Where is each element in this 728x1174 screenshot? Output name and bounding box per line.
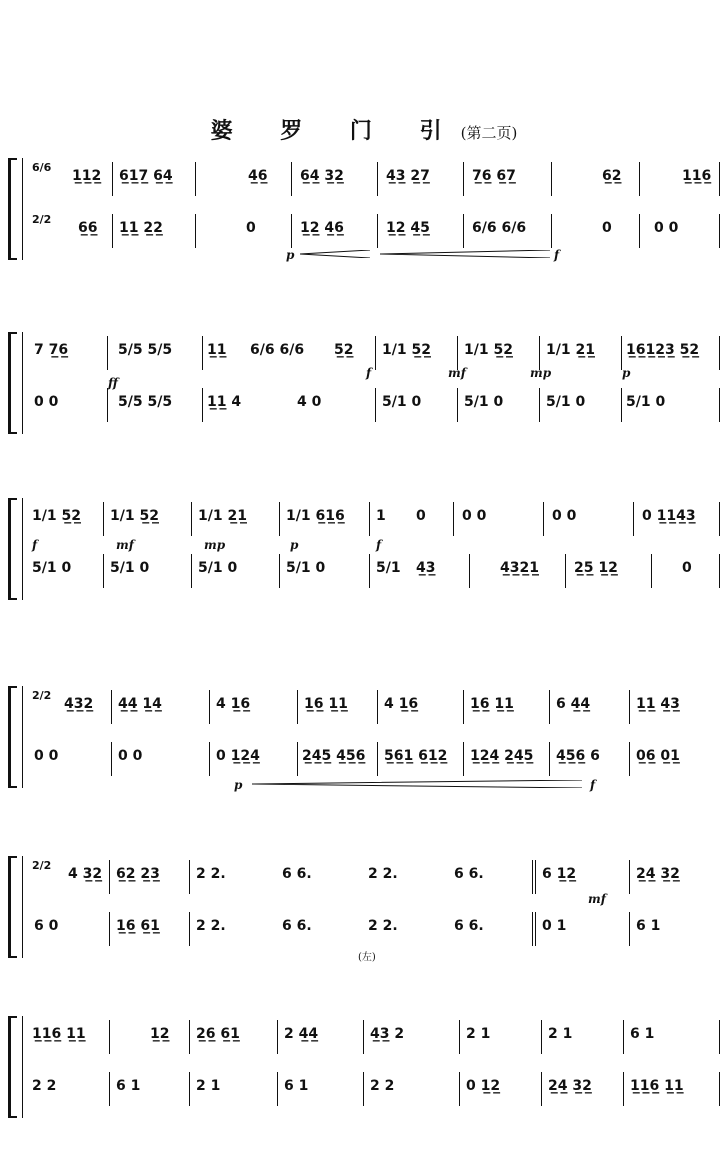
crescendo-hairpin [252,780,582,788]
measure-notes: 5/1 0 [626,394,666,410]
measure-notes: 6̲2̲ 2̲3̲ [116,866,160,882]
measure-notes: 1̲2̲ [150,1026,170,1042]
measure-notes: 5/1 0 [110,560,150,576]
lower-part [28,214,720,248]
measure-notes: 2 4̲4̲ [284,1026,319,1042]
measure-notes: 1 [376,508,386,524]
dynamic-marking: f [590,778,596,792]
measure-notes: 6 1 [630,1026,655,1042]
measure-notes: 6̲1̲7̲ 6̲4̲ [119,168,173,184]
system-bracket-line [22,332,23,434]
measure-notes: 2̲4̲ 3̲2̲ [636,866,680,882]
time-signature: 2/2 [32,859,52,872]
measure-notes: 4̲4̲ 1̲4̲ [118,696,162,712]
measure-notes: 1̲6̲ 6̲1̲ [116,918,160,934]
score-system-3 [8,498,720,600]
measure-notes: 0 1̲2̲ [466,1078,501,1094]
measure-notes: 1̲1̲6̲ 1̲1̲ [630,1078,684,1094]
measure-notes: 6/6 6/6 [472,220,527,236]
piece-title: 婆 罗 门 引 [210,118,462,144]
system-bracket-line [22,856,23,958]
system-bracket [8,332,17,434]
score-system-6 [8,1016,720,1118]
measure-notes: 1/1 5̲2̲ [110,508,159,524]
measure-notes: 1̲1̲2̲ [72,168,102,184]
dynamic-marking: ff [108,376,118,390]
measure-notes: 5/1 0 [286,560,326,576]
system-bracket [8,498,17,600]
measure-notes: 1̲6̲ 1̲1̲ [470,696,514,712]
lower-part [28,1072,720,1106]
system-bracket-line [22,1016,23,1118]
crescendo-hairpin [300,250,370,258]
measure-notes: 1̲1̲6̲ 1̲1̲ [32,1026,86,1042]
measure-notes: 7 7̲6̲ [34,342,69,358]
measure-notes: 1/1 5̲2̲ [32,508,81,524]
measure-notes: 5/5 5/5 [118,342,173,358]
upper-part [28,860,720,894]
measure-notes: 1̲1̲ 2̲2̲ [119,220,163,236]
measure-notes: 0 1̲2̲4̲ [216,748,260,764]
measure-notes: 4 1̲6̲ [216,696,251,712]
measure-notes: 6̲2̲ [602,168,622,184]
measure-notes: 2̲4̲5̲ 4̲5̲6̲ [302,748,366,764]
lower-part [28,554,720,588]
system-bracket [8,856,17,958]
measure-notes: 5̲6̲1̲ 6̲1̲2̲ [384,748,448,764]
dynamic-marking: f [32,538,38,552]
measure-notes: 4̲3̲ [416,560,436,576]
dynamic-marking: mf [588,892,606,906]
measure-notes: 4̲3̲2̲1̲ [500,560,539,576]
measure-notes: 2 2 [32,1078,57,1094]
score-system-2 [8,332,720,434]
measure-notes: 2̲6̲ 6̲1̲ [196,1026,240,1042]
measure-notes: 2 2. [196,918,226,934]
measure-notes: 5/1 0 [198,560,238,576]
measure-notes: 0 [682,560,692,576]
annotation-left: (左) [358,952,376,963]
page-title [0,114,728,145]
upper-part [28,336,720,370]
measure-notes: 2̲4̲ 3̲2̲ [548,1078,592,1094]
measure-notes: 0 0 [34,394,59,410]
measure-notes: 2 2. [368,918,398,934]
measure-notes: 4̲3̲ 2 [370,1026,405,1042]
measure-notes: 5/1 0 [546,394,586,410]
time-signature: 6/6 [32,161,52,174]
measure-notes: 4̲5̲6̲ 6 [556,748,600,764]
measure-notes: 6 1 [284,1078,309,1094]
upper-part [28,1020,720,1054]
measure-notes: 4̲3̲2̲ [64,696,94,712]
measure-notes: 5/5 5/5 [118,394,173,410]
measure-notes: 6 1̲2̲ [542,866,577,882]
lower-part [28,912,720,946]
score-system-1 [8,158,720,260]
system-bracket [8,686,17,788]
measure-notes: 6/6 6/6 [250,342,305,358]
measure-notes: 1̲6̲ 1̲1̲ [304,696,348,712]
measure-notes: 1̲6̲1̲2̲3̲ 5̲2̲ [626,342,700,358]
measure-notes: 1̲2̲4̲ 2̲4̲5̲ [470,748,534,764]
measure-notes: 0 [416,508,426,524]
measure-notes: 6̲6̲ [78,220,98,236]
measure-notes: 0 0 [34,748,59,764]
dynamic-marking: mf [116,538,134,552]
measure-notes: 2 1 [466,1026,491,1042]
measure-notes: 6 6. [282,866,312,882]
upper-part [28,162,720,196]
measure-notes: 0 [246,220,256,236]
system-bracket [8,1016,17,1118]
lower-part [28,742,720,776]
upper-part [28,502,720,536]
measure-notes: 0 0 [462,508,487,524]
dynamic-marking: mp [530,366,552,380]
measure-notes: 5/1 0 [32,560,72,576]
measure-notes: 1̲1̲ [207,342,227,358]
system-bracket-line [22,498,23,600]
measure-notes: 1/1 5̲2̲ [382,342,431,358]
dynamic-marking: mf [448,366,466,380]
measure-notes: 5̲2̲ [334,342,354,358]
score-system-5 [8,856,720,963]
measure-notes: 4̲6̲ [248,168,268,184]
dynamic-marking: p [622,366,631,380]
measure-notes: 2 1 [196,1078,221,1094]
dynamic-marking: p [290,538,299,552]
page-subtitle: (第二页) [460,124,518,142]
dynamic-marking: f [376,538,382,552]
measure-notes: 6 1 [116,1078,141,1094]
dynamic-marking: f [554,248,560,262]
measure-notes: 0 0 [118,748,143,764]
system-bracket [8,158,17,260]
measure-notes: 1̲2̲ 4̲5̲ [386,220,430,236]
measure-notes: 6 1 [636,918,661,934]
system-bracket-line [22,686,23,788]
measure-notes: 1̲1̲ 4̲3̲ [636,696,680,712]
measure-notes: 6 6. [454,918,484,934]
measure-notes: 2 2 [370,1078,395,1094]
lower-part [28,388,720,422]
measure-notes: 6 0 [34,918,59,934]
measure-notes: 7̲6̲ 6̲7̲ [472,168,516,184]
measure-notes: 2̲5̲ 1̲2̲ [574,560,618,576]
dynamic-marking: p [286,248,295,262]
measure-notes: 1̲1̲6̲ [682,168,712,184]
measure-notes: 6 6. [454,866,484,882]
measure-notes: 1/1 2̲1̲ [198,508,247,524]
measure-notes: 0 1 [542,918,567,934]
measure-notes: 4 1̲6̲ [384,696,419,712]
measure-notes: 5/1 0 [464,394,504,410]
measure-notes: 1/1 6̲1̲6̲ [286,508,345,524]
measure-notes: 4 0 [297,394,322,410]
measure-notes: 2 2. [196,866,226,882]
measure-notes: 0 [602,220,612,236]
dynamic-marking: p [234,778,243,792]
measure-notes: 2 2. [368,866,398,882]
measure-notes: 1/1 2̲1̲ [546,342,595,358]
measure-notes: 5/1 0 [382,394,422,410]
measure-notes: 5/1 [376,560,401,576]
dynamic-marking: f [366,366,372,380]
measure-notes: 2 1 [548,1026,573,1042]
measure-notes: 1̲2̲ 4̲6̲ [300,220,344,236]
measure-notes: 0 0 [552,508,577,524]
measure-notes: 6 4̲4̲ [556,696,591,712]
measure-notes: 1/1 5̲2̲ [464,342,513,358]
measure-notes: 6̲4̲ 3̲2̲ [300,168,344,184]
measure-notes: 0̲6̲ 0̲1̲ [636,748,680,764]
measure-notes: 0 0 [654,220,679,236]
time-signature: 2/2 [32,689,52,702]
crescendo-hairpin [380,250,550,258]
time-signature: 2/2 [32,213,52,226]
measure-notes: 6 6. [282,918,312,934]
upper-part [28,690,720,724]
dynamic-marking: mp [204,538,226,552]
measure-notes: 4̲3̲ 2̲7̲ [386,168,430,184]
system-bracket-line [22,158,23,260]
measure-notes: 1̲1̲ 4 [207,394,242,410]
measure-notes: 4 3̲2̲ [68,866,103,882]
score-system-4 [8,686,720,792]
measure-notes: 0 1̲1̲4̲3̲ [642,508,696,524]
